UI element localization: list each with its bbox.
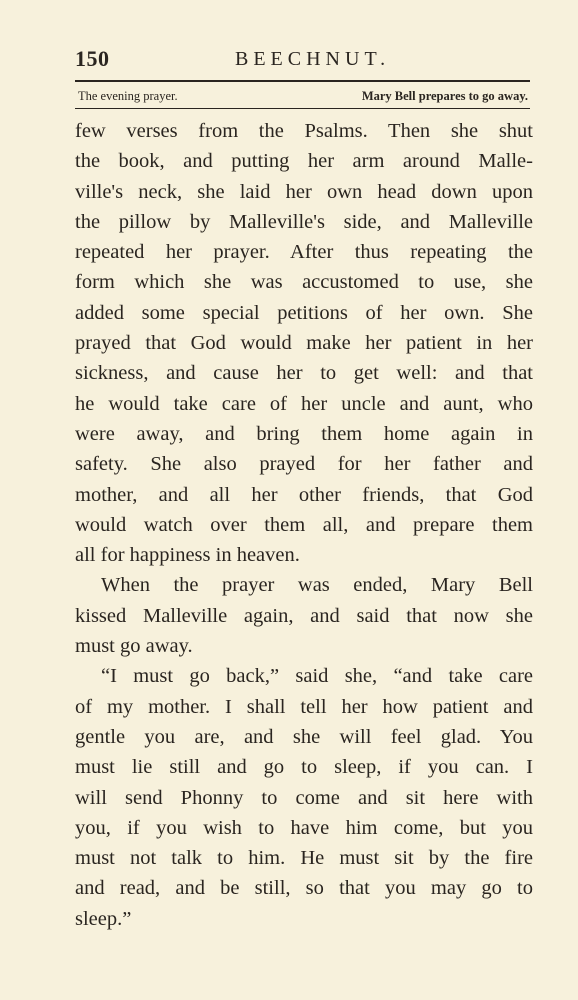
text-line: all for happiness in heaven. [75, 544, 300, 567]
text-line: form which she was accustomed to use, she [75, 271, 533, 294]
text-line: he would take care of her uncle and aunt, who [75, 392, 533, 415]
text-line: repeated her prayer. After thus repeating the [75, 241, 533, 264]
text-line: gentle you are, and she will feel glad. You [75, 725, 533, 748]
subheader-rule [75, 108, 530, 109]
text-line: sleep.” [75, 907, 132, 930]
header-rule [75, 80, 530, 82]
text-line: few verses from the Psalms. Then she shut [75, 120, 533, 142]
page-header [75, 46, 533, 76]
text-line: and read, and be still, so that you may go to [75, 877, 533, 900]
text-line: must lie still and go to sleep, if you can. I [75, 756, 533, 779]
section-subheader [78, 89, 528, 105]
subheader-left: The evening prayer. [78, 89, 178, 103]
text-line: When the prayer was ended, Mary Bell [101, 574, 533, 597]
page-number: 150 [75, 46, 110, 71]
text-line: sickness, and cause her to get well: and that [75, 362, 533, 385]
text-line: “I must go back,” said she, “and take care [101, 665, 533, 688]
text-line: would watch over them all, and prepare them [75, 513, 533, 536]
text-line: you, if you wish to have him come, but you [75, 816, 533, 839]
text-line: must not talk to him. He must sit by the fire [75, 847, 533, 870]
text-line: the pillow by Malleville's side, and Malleville [75, 210, 533, 233]
text-line: ville's neck, she laid her own head down upon [75, 180, 533, 203]
text-line: kissed Malleville again, and said that now she [75, 604, 533, 627]
text-line: of my mother. I shall tell her how patient and [75, 695, 533, 718]
text-line: were away, and bring them home again in [75, 422, 533, 445]
body-text [75, 116, 533, 934]
text-line: the book, and putting her arm around Malle- [75, 150, 533, 173]
running-title: BEECHNUT. [235, 48, 391, 70]
text-line: mother, and all her other friends, that God [75, 483, 533, 506]
text-line: safety. She also prayed for her father and [75, 453, 533, 476]
text-line: prayed that God would make her patient in her [75, 332, 533, 355]
text-line: will send Phonny to come and sit here with [75, 786, 533, 809]
subheader-right: Mary Bell prepares to go away. [361, 89, 528, 103]
text-line: added some special petitions of her own. She [75, 301, 533, 324]
text-line: must go away. [75, 635, 193, 658]
